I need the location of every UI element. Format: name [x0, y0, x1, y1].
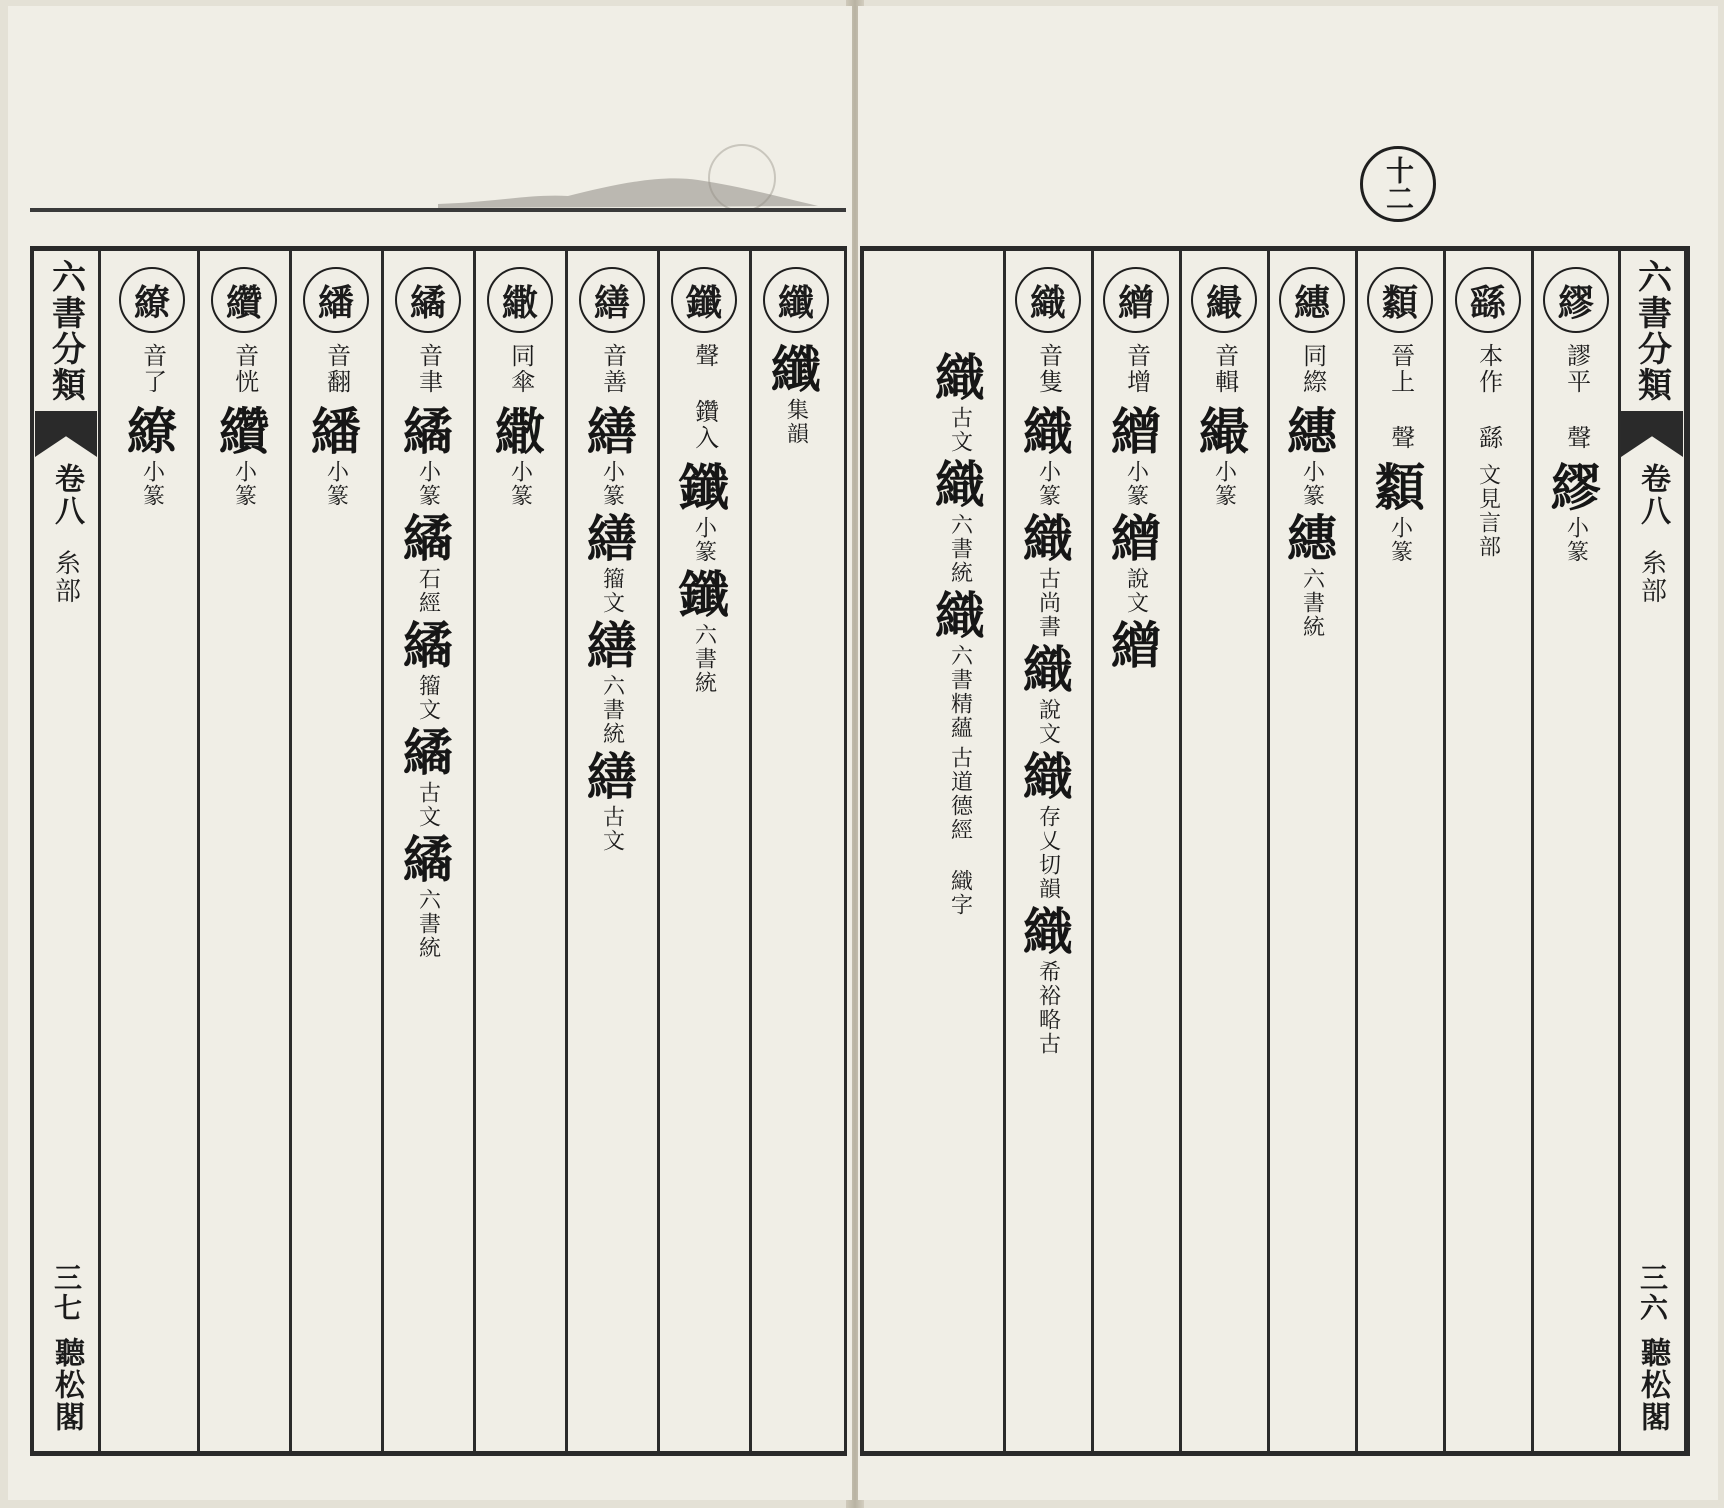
source-label: 石經: [415, 567, 441, 615]
variant-form: [1287, 509, 1337, 639]
variant-form: [771, 340, 821, 446]
variant-forms: [1375, 457, 1425, 564]
pronunciation-note: 音善: [598, 343, 627, 395]
head-character: 繕: [579, 267, 645, 333]
variant-form: [1023, 402, 1073, 508]
variant-forms: [1023, 401, 1073, 1056]
pronunciation-note: 音了: [138, 343, 167, 395]
head-character: 纇: [1367, 267, 1433, 333]
left-text-frame: [30, 246, 847, 1456]
pronunciation-note: 本作 繇: [1474, 343, 1503, 451]
source-label: 六書統: [599, 674, 625, 746]
head-character: 繙: [303, 267, 369, 333]
character-entry: [658, 251, 750, 1451]
fishtail-mark: [35, 411, 97, 457]
seal-glyph: 織: [1023, 402, 1073, 461]
variant-form: [1199, 402, 1249, 508]
book-title: 六書分類: [45, 259, 86, 403]
source-label: 文見言部: [1475, 463, 1501, 559]
variant-form: [935, 348, 985, 454]
seal-glyph: 繓: [1199, 402, 1249, 461]
source-label: 小篆: [599, 460, 625, 508]
variant-form: [1287, 402, 1337, 508]
character-entry: [290, 251, 382, 1451]
volume-label: 卷八: [49, 463, 84, 527]
publisher-name: 聽松閣: [49, 1337, 84, 1433]
seal-glyph: 繘: [403, 830, 453, 889]
source-label: 小篆: [231, 460, 257, 508]
source-label: 說文: [1035, 698, 1061, 746]
character-entry: [1444, 251, 1532, 1451]
variant-form: [1023, 509, 1073, 639]
seal-glyph: 繐: [1287, 402, 1337, 461]
variant-form: [587, 616, 637, 746]
source-label: 六書統: [415, 888, 441, 960]
variant-forms: [403, 401, 453, 960]
seal-glyph: 繘: [403, 616, 453, 675]
radical-label: 糸部: [1636, 549, 1667, 605]
source-label: 說文: [1123, 567, 1149, 615]
seal-glyph: 繘: [403, 723, 453, 782]
head-character: 繘: [395, 267, 461, 333]
variant-form: [679, 458, 729, 564]
variant-form: [403, 723, 453, 829]
frame-top-rule: [30, 208, 846, 212]
pronunciation-note: 聲 鑽入: [690, 343, 719, 451]
seal-glyph: 織: [1023, 902, 1073, 961]
seal-glyph: 鑯: [679, 565, 729, 624]
source-label: 存乂切韻: [1035, 805, 1061, 901]
character-entry: [474, 251, 566, 1451]
source-label: 六書統: [1299, 567, 1325, 639]
variant-form: [587, 747, 637, 853]
variant-form: [219, 402, 269, 508]
head-character: 織: [1015, 267, 1081, 333]
source-label: 古文: [415, 781, 441, 829]
variant-forms: [311, 401, 361, 508]
source-label: 小篆: [1211, 460, 1237, 508]
character-entry: [1092, 251, 1180, 1451]
character-entry: [198, 251, 290, 1451]
pronunciation-note: 音恍: [230, 343, 259, 395]
variant-form: [403, 616, 453, 722]
variant-form: [1111, 402, 1161, 508]
variant-forms: [587, 401, 637, 853]
source-label: 希裕略古: [1035, 960, 1061, 1056]
variant-form: [935, 455, 985, 585]
pronunciation-note: 音翻: [322, 343, 351, 395]
variant-form: [495, 402, 545, 508]
variant-forms: [935, 347, 985, 917]
head-character: 纘: [211, 267, 277, 333]
head-character: 繚: [119, 267, 185, 333]
seal-glyph: 繘: [403, 509, 453, 568]
pronunciation-note: 同縩: [1298, 343, 1327, 395]
variant-forms: [1111, 401, 1161, 675]
seal-glyph: 織: [935, 586, 985, 645]
seal-glyph: 鑯: [679, 458, 729, 517]
pronunciation-note: 音聿: [414, 343, 443, 395]
variant-form: [935, 586, 985, 740]
pronunciation-note: 同傘: [506, 343, 535, 395]
source-label: 小篆: [1035, 460, 1061, 508]
character-entry: [382, 251, 474, 1451]
left-page: [8, 6, 852, 1500]
head-character: 纖: [763, 267, 829, 333]
seal-glyph: 繕: [587, 402, 637, 461]
source-label: 古尚書: [1035, 567, 1061, 639]
variant-forms: [771, 339, 821, 446]
character-entry: [1180, 251, 1268, 1451]
source-label: 籀文: [415, 674, 441, 722]
seal-glyph: 繒: [1111, 509, 1161, 568]
head-character: 繐: [1279, 267, 1345, 333]
variant-form: [1111, 509, 1161, 615]
source-label: 古道德經 織字: [947, 746, 973, 917]
volume-label: 卷八: [1635, 463, 1670, 527]
variant-forms: [1287, 401, 1337, 639]
variant-form: [1476, 461, 1499, 559]
variant-form: [403, 402, 453, 508]
pronunciation-note: 謬平 聲: [1562, 343, 1591, 451]
variant-forms: [1551, 457, 1601, 564]
source-label: 小篆: [691, 516, 717, 564]
ink-smear: [438, 166, 818, 208]
variant-form: [1375, 458, 1425, 564]
source-label: 六書統: [947, 513, 973, 585]
source-label: 小篆: [1299, 460, 1325, 508]
folio-number: 三六: [1636, 1263, 1669, 1323]
seal-glyph: 繕: [587, 509, 637, 568]
source-label: 小篆: [1387, 516, 1413, 564]
seal-glyph: 纘: [219, 402, 269, 461]
source-label: 小篆: [139, 460, 165, 508]
pronunciation-note: 音輯: [1210, 343, 1239, 395]
head-character: 繒: [1103, 267, 1169, 333]
folio-number: 三七: [50, 1263, 83, 1323]
variant-form: [1111, 616, 1161, 675]
source-label: 小篆: [1123, 460, 1149, 508]
seal-glyph: 織: [1023, 509, 1073, 568]
character-entry: [916, 251, 1004, 1451]
right-page: [858, 6, 1718, 1500]
character-entry: [1268, 251, 1356, 1451]
variant-form: [403, 830, 453, 960]
source-label: 古文: [599, 805, 625, 853]
character-entry: [1004, 251, 1092, 1451]
variant-forms: [1476, 457, 1499, 559]
source-label: 小篆: [415, 460, 441, 508]
source-label: 六書統: [691, 623, 717, 695]
seal-glyph: 織: [935, 455, 985, 514]
variant-forms: [127, 401, 177, 508]
variant-forms: [679, 457, 729, 695]
column-rule: [98, 251, 101, 1451]
seal-glyph: 纖: [771, 340, 821, 399]
variant-form: [948, 744, 971, 917]
pronunciation-note: 音隻: [1034, 343, 1063, 395]
seal-glyph: 繕: [587, 616, 637, 675]
seal-glyph: 繘: [403, 402, 453, 461]
seal-glyph: 織: [935, 348, 985, 407]
head-character: 繖: [487, 267, 553, 333]
head-character: 鑯: [671, 267, 737, 333]
seal-glyph: 織: [1023, 640, 1073, 699]
variant-form: [403, 509, 453, 615]
source-label: 籀文: [599, 567, 625, 615]
seal-glyph: 繚: [127, 402, 177, 461]
seal-glyph: 繖: [495, 402, 545, 461]
variant-form: [679, 565, 729, 695]
pronunciation-note: 晉上 聲: [1386, 343, 1415, 451]
source-label: 小篆: [507, 460, 533, 508]
variant-form: [1023, 902, 1073, 1056]
source-label: 古文: [947, 406, 973, 454]
variant-form: [311, 402, 361, 508]
fishtail-mark: [1621, 411, 1683, 457]
variant-form: [1023, 640, 1073, 746]
variant-form: [127, 402, 177, 508]
variant-form: [1551, 458, 1601, 564]
source-label: 六書精蘊: [947, 644, 973, 740]
book-title: 六書分類: [1631, 259, 1672, 403]
variant-form: [1023, 747, 1073, 901]
page-number-badge-text: 十二: [1382, 156, 1415, 212]
source-label: 小篆: [1563, 516, 1589, 564]
variant-forms: [495, 401, 545, 508]
variant-forms: [219, 401, 269, 508]
character-entry: [566, 251, 658, 1451]
seal-glyph: 繒: [1111, 402, 1161, 461]
character-entry: [1356, 251, 1444, 1451]
seal-glyph: 繆: [1551, 458, 1601, 517]
source-label: 集韻: [783, 398, 809, 446]
head-character: 繓: [1191, 267, 1257, 333]
head-character: 繇: [1455, 267, 1521, 333]
source-label: 小篆: [323, 460, 349, 508]
right-text-frame: [860, 246, 1690, 1456]
character-entry: [106, 251, 198, 1451]
seal-glyph: 繐: [1287, 509, 1337, 568]
seal-glyph: 織: [1023, 747, 1073, 806]
head-character: 繆: [1543, 267, 1609, 333]
character-entry: [750, 251, 842, 1451]
radical-label: 糸部: [50, 549, 81, 605]
right-margin-column: [1620, 251, 1684, 1451]
variant-form: [587, 402, 637, 508]
seal-glyph: 繙: [311, 402, 361, 461]
seal-glyph: 繕: [587, 747, 637, 806]
variant-form: [587, 509, 637, 615]
character-entry: [1532, 251, 1620, 1451]
publisher-name: 聽松閣: [1635, 1337, 1670, 1433]
seal-glyph: 繒: [1111, 616, 1161, 675]
variant-forms: [1199, 401, 1249, 508]
page-number-badge: [1360, 146, 1436, 222]
pronunciation-note: 音增: [1122, 343, 1151, 395]
left-margin-column: [34, 251, 98, 1451]
seal-glyph: 纇: [1375, 458, 1425, 517]
